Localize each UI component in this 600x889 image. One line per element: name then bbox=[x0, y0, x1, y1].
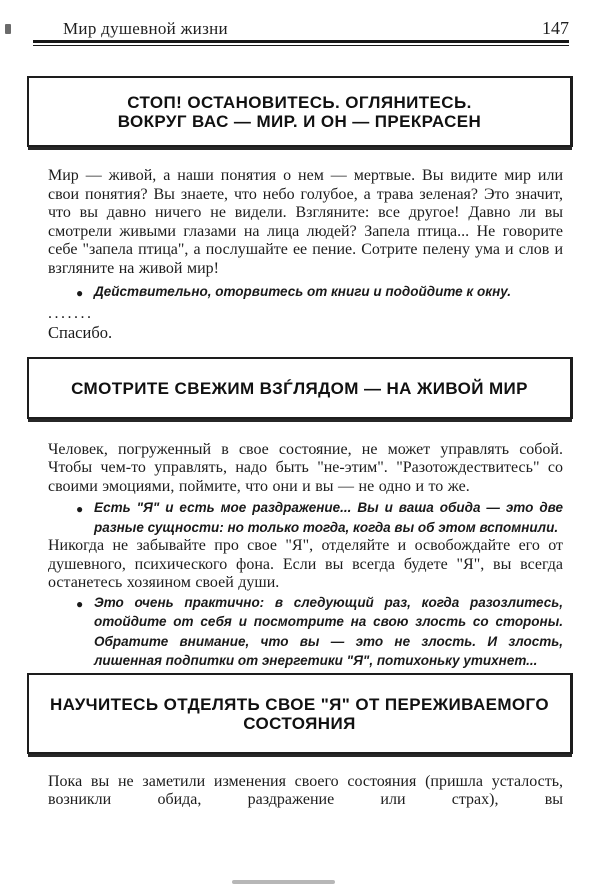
bullet-note-1 bbox=[48, 282, 563, 301]
page-number: 147 bbox=[542, 18, 569, 38]
section-heading-box-3 bbox=[27, 673, 573, 754]
section-heading-box-2 bbox=[27, 357, 573, 419]
section-heading-line: ВОКРУГ ВАС — МИР. И ОН — ПРЕКРАСЕН bbox=[117, 112, 482, 131]
chapter-title: Мир душевной жизни bbox=[63, 19, 228, 38]
body-paragraph-3: Никогда не забывайте про свое "Я", отделяйте и освобождайте его от душевного, психического фона. Если вы всегда будете "Я", вы всегда останетесь хозяином своей души. bbox=[48, 537, 563, 592]
bullet-icon: ● bbox=[76, 502, 84, 517]
body-paragraph-thanks: Спасибо. bbox=[48, 322, 113, 342]
section-heading-box-1 bbox=[27, 76, 573, 147]
scan-artifact-smudge bbox=[232, 880, 335, 884]
ellipsis-line: ....... bbox=[48, 304, 94, 322]
scan-artifact-corner bbox=[5, 24, 11, 34]
running-header bbox=[33, 19, 569, 46]
bullet-icon: ● bbox=[76, 596, 84, 611]
bullet-note-text: Это очень практично: в следующий раз, когда разозлитесь, отойдите от себя и посмотрите на свою злость со стороны. Обратите внимание, что вы — это не злость. И злость, лишенная подпитки от энергетики "Я", потихоньку утихнет... bbox=[94, 594, 563, 669]
header-rule-thin bbox=[33, 45, 569, 46]
section-heading-line: СТОП! ОСТАНОВИТЕСЬ. ОГЛЯНИТЕСЬ. bbox=[127, 93, 472, 112]
bullet-icon: ● bbox=[76, 285, 84, 300]
bullet-note-text: Действительно, оторвитесь от книги и подойдите к окну. bbox=[94, 283, 511, 299]
body-paragraph-1: Мир — живой, а наши понятия о нем — мертвые. Вы видите мир или свои понятия? Вы знаете, что небо голубое, а трава зеленая? Это значит, что вы давно ничего не видели. Взгляните: все другое! Давно ли вы смотрели живыми глазами на лица людей? Запела птица... Не говорите себе "запела птица", а послушайте ее пение. Сотрите пелену ума и слов и взгляните на живой мир! bbox=[48, 167, 563, 277]
bullet-note-3 bbox=[48, 593, 563, 671]
bullet-note-text: Есть "Я" и есть мое раздражение... Вы и ваша обида — это две разные сущности: но только тогда, когда вы об этом вспомнили. bbox=[94, 500, 563, 535]
header-rule bbox=[33, 40, 569, 46]
bullet-note-2 bbox=[48, 498, 563, 537]
section-heading-line: НАУЧИТЕСЬ ОТДЕЛЯТЬ СВОЕ "Я" ОТ ПЕРЕЖИВАЕМОГО СОСТОЯНИЯ bbox=[50, 694, 549, 733]
body-paragraph-2: Человек, погруженный в свое состояние, не может управлять собой. Чтобы чем-то управлять, надо быть "не-этим". "Разотождествитесь" со своими эмоциями, поймите, что они и вы — не одно и то же. bbox=[48, 440, 563, 495]
body-paragraph-4: Пока вы не заметили изменения своего состояния (пришла усталость, возникли обида, раздражение или страх), вы bbox=[48, 772, 563, 809]
section-heading-line: СМОТРИТЕ СВЕЖИМ ВЗЃЛЯДОМ — НА ЖИВОЙ МИР bbox=[71, 378, 528, 398]
header-rule-thick bbox=[33, 40, 569, 43]
